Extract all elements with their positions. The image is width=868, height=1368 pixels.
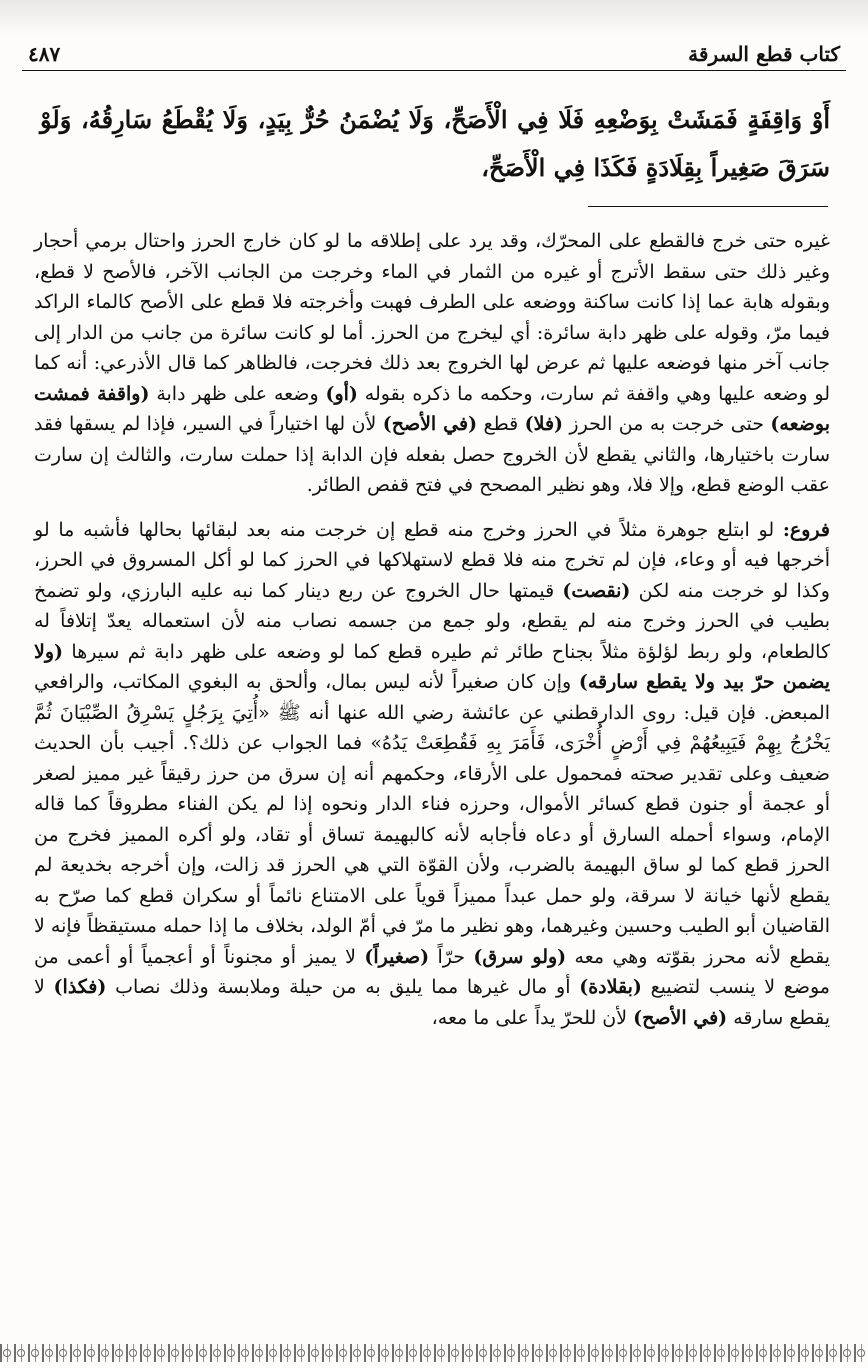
page-number: ٤٨٧ — [28, 42, 61, 66]
commentary-text: قطع — [477, 413, 525, 435]
commentary-text: لا يقطع سارقه — [34, 976, 830, 1029]
commentary-text: لا يميز أو مجنوناً أو أعجمياً أو أعمى من موضع لا ينسب لتضييع — [34, 945, 830, 998]
commentary-text: لأن للحرّ يداً على ما معه، — [431, 1006, 634, 1029]
commentary-text: أو مال غيرها مما يليق به من حيلة وملابسة وذلك نصاب — [106, 976, 580, 998]
commentary-text: لأن لها اختياراً في السير، فإذا لم يسقها فقد سارت باختيارها، والثاني يقطع لأن الخروج حصل بفعله فإن الدابة إذا حملت سارت، والثالث إن سارت عقب الوضع قطع، وإلا فلا، وهو نظير المصحح في فتح قفص الطائر. — [34, 413, 830, 496]
bold-matn-quote: (ولا يضمن حرّ بيد ولا يقطع سارقه) — [34, 640, 831, 693]
commentary-text: قيمتها حال الخروج عن ربع دينار كما نبه عليه البارزي، ولو تضمخ بطيب في الحرز وخرج منه لم يقطع، ولو جمع من جسمه نصاب منه لأن استعماله يعدّ إتلافاً له كالطعام، ولو ربط لؤلؤة مثلاً بجناح طائر ثم طيره قطع كما لو وضعه على ظهر دابة ثم سيرها — [34, 579, 830, 663]
commentary-text: حرّاً — [429, 945, 474, 968]
commentary-paragraph-2 — [34, 515, 830, 1034]
commentary-paragraph-1 — [34, 226, 830, 501]
commentary-text: غيره حتى خرج فالقطع على المحرّك، وقد يرد على إطلاقه ما لو كان خارج الحرز واحتال برمي أحجار وغير ذلك حتى سقط الأترج أو غيره من الثمار في الماء وخرجت من الجانب الآخر، فالأصح لا قطع، وبقوله هابة عما إذا كانت ساكنة ووضعه على الطرف فهبت وأخرجته فلا قطع على الأصح كالماء الراكد فيما مرّ، وقوله على ظهر دابة سائرة: أي ليخرج من الحرز. أما لو كانت سائرة من جانب من الدار إلى جانب آخر منها فوضعه عليها ثم عرض لها الخروج بعد ذلك فخرجت، فالظاهر كما قال الأذرعي: أنه كما لو وضعه عليها وهي واقفة ثم سارت، وحكمه ما ذكره بقوله — [34, 230, 830, 405]
bold-matn-quote: (صغيراً) — [364, 945, 430, 968]
commentary-text: وضعه على ظهر دابة — [149, 382, 326, 405]
commentary-text: لو ابتلع جوهرة مثلاً في الحرز وخرج منه قطع إن خرجت منه بعد لبقائها بحالها فأشبه ما لو أخرجها فيه أو وعاء، فإن لم تخرج منه فلا قطع لاستهلاكها في الحرز كما لو أكل المسروق في الحرز، وكذا لو خرجت منه لكن — [34, 518, 830, 602]
commentary-text: وإن كان صغيراً لأنه ليس بمال، وألحق به البغوي المكاتب، والرافعي المبعض. فإن قيل: روى الدارقطني عن عائشة رضي الله عنها أنه ﷺ «أُتِيَ بِرَجُلٍ يَسْرِقُ الصِّبْيَانَ ثُمَّ يَخْرُجُ بِهِمْ فَيَبِيعُهُمْ فِي أَرْضٍ أُخْرَى، فَأَمَرَ بِهِ فَقُطِعَتْ يَدُهُ» فما الجواب عن ذلك؟. أجيب بأن الحديث ضعيف وعلى تقدير صحته فمحمول على الأرقاء، وحكمهم أنه إن سرق من حرز رقيقاً غير مميز لصغر أو عجمة أو جنون قطع كسائر الأموال، وحرزه فناء الدار ونحوه إذا لم يكن الفناء مطروقاً كما قاله الإمام، وسواء أحمله السارق أو دعاه فأجابه لأنه كالبهيمة تساق أو تقاد، ولو أكره المميز فخرج من الحرز قطع كما لو ساق البهيمة بالضرب، ولأن القوّة التي هي الحرز قد زالت، وإن أخرجه بخديعة لم يقطع لأنها خيانة لا سرقة، ولو حمل عبداً مميزاً قوياً على الامتناع نائماً أو سكران قطع كما صرّح به القاضيان أبو الطيب وحسين وغيرهما، وهو نظير ما مرّ في أمّ الولد، بخلاف ما إذا حمله مستيقظاً فإنه لا يقطع لأنه محرز بقوّته وهي معه — [34, 671, 830, 968]
footnote-separator — [588, 206, 828, 207]
bold-matn-quote: (واقفة فمشت بوضعه) — [34, 382, 830, 435]
commentary-text: حتى خرجت به من الحرز — [563, 413, 771, 435]
commentary — [34, 226, 830, 1047]
bold-matn-quote: (أو) — [325, 382, 358, 405]
bold-matn-quote: (فكذا) — [53, 976, 107, 998]
bold-matn-quote: (في الأصح) — [633, 1006, 728, 1029]
scan-edge — [0, 0, 868, 36]
bold-matn-quote: (ولو سرق) — [473, 945, 567, 968]
bold-matn-quote: فروع: — [782, 518, 830, 541]
bold-matn-quote: (نقصت) — [562, 579, 631, 602]
bold-matn-quote: (في الأصح) — [382, 413, 478, 435]
running-header — [22, 40, 846, 71]
bold-matn-quote: (بقلادة) — [579, 976, 642, 998]
matn-text: أَوْ وَاقِفَةٍ فَمَشَتْ بِوَضْعِهِ فَلَا فِي الْأَصَحِّ، وَلَا يُضْمَنُ حُرٌّ بِيَدٍ، وَلَا يُقْطَعُ سَارِقُهُ، وَلَوْ سَرَقَ صَغِيراً بِقِلَادَةٍ فَكَذَا فِي الْأَصَحِّ، — [40, 105, 830, 182]
header-title: كتاب قطع السرقة — [688, 42, 840, 66]
decorative-border — [0, 1344, 868, 1362]
bold-matn-quote: (فلا) — [524, 413, 564, 435]
